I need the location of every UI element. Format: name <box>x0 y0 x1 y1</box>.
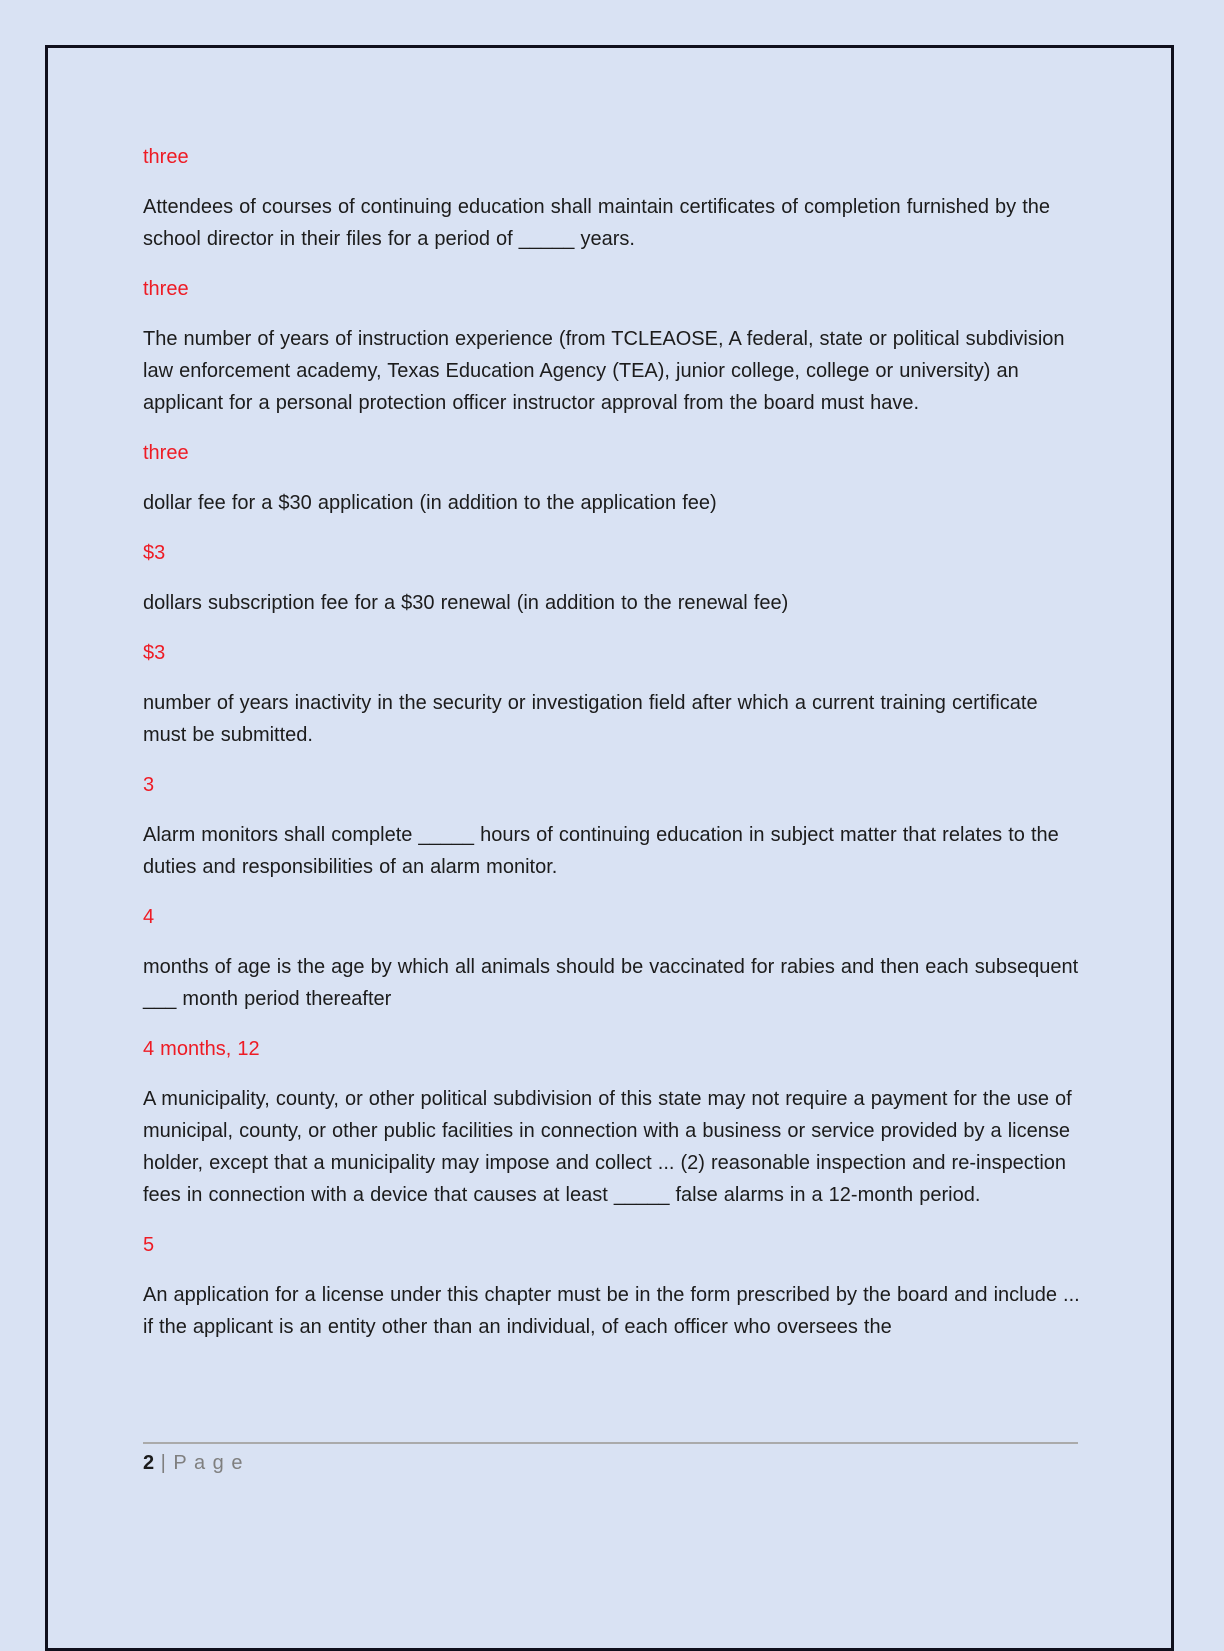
question-text: An application for a license under this chapter must be in the form prescribed by the board and include ... if the applicant is an entity other than an individual, of each officer who oversees the <box>143 1284 1080 1338</box>
question-text: months of age is the age by which all animals should be vaccinated for rabies and then each subsequent ___ month period thereafter <box>143 956 1079 1010</box>
answer-text: 4 <box>143 906 155 928</box>
question-text: dollar fee for a $30 application (in addition to the application fee) <box>143 492 717 514</box>
answer-text: $3 <box>143 642 166 664</box>
page-label: | P a g e <box>154 1452 244 1474</box>
answer-text: three <box>143 278 189 300</box>
question-text: A municipality, county, or other political subdivision of this state may not require a payment for the use of municipal, county, or other public facilities in connection with a business or service provided by a license holder, except that a municipality may impose and collect ... (2) reasonable inspection and re-inspection fees in connection with a device that causes at least _____ false alarms in a 12-month period. <box>143 1088 1072 1206</box>
page-number: 2 <box>143 1452 155 1474</box>
question-text: number of years inactivity in the security or investigation field after which a current training certificate must be submitted. <box>143 692 1038 746</box>
question-text: Alarm monitors shall complete _____ hours of continuing education in subject matter that relates to the duties and responsibilities of an alarm monitor. <box>143 824 1059 878</box>
question-text: Attendees of courses of continuing education shall maintain certificates of completion furnished by the school director in their files for a period of _____ years. <box>143 196 1051 250</box>
answer-text: 4 months, 12 <box>143 1038 260 1060</box>
answer-text: 5 <box>143 1234 155 1256</box>
page-border <box>45 45 1174 1651</box>
answer-text: $3 <box>143 542 166 564</box>
answer-text: three <box>143 442 189 464</box>
page-footer <box>143 1448 243 1478</box>
answer-text: 3 <box>143 774 155 796</box>
footer-divider <box>143 1442 1078 1444</box>
question-text: dollars subscription fee for a $30 renewal (in addition to the renewal fee) <box>143 592 789 614</box>
document-content <box>143 141 1085 1361</box>
question-text: The number of years of instruction experience (from TCLEAOSE, A federal, state or political subdivision law enforcement academy, Texas Education Agency (TEA), junior college, college or university) an applicant for a personal protection officer instructor approval from the board must have. <box>143 328 1065 414</box>
answer-text: three <box>143 146 189 168</box>
